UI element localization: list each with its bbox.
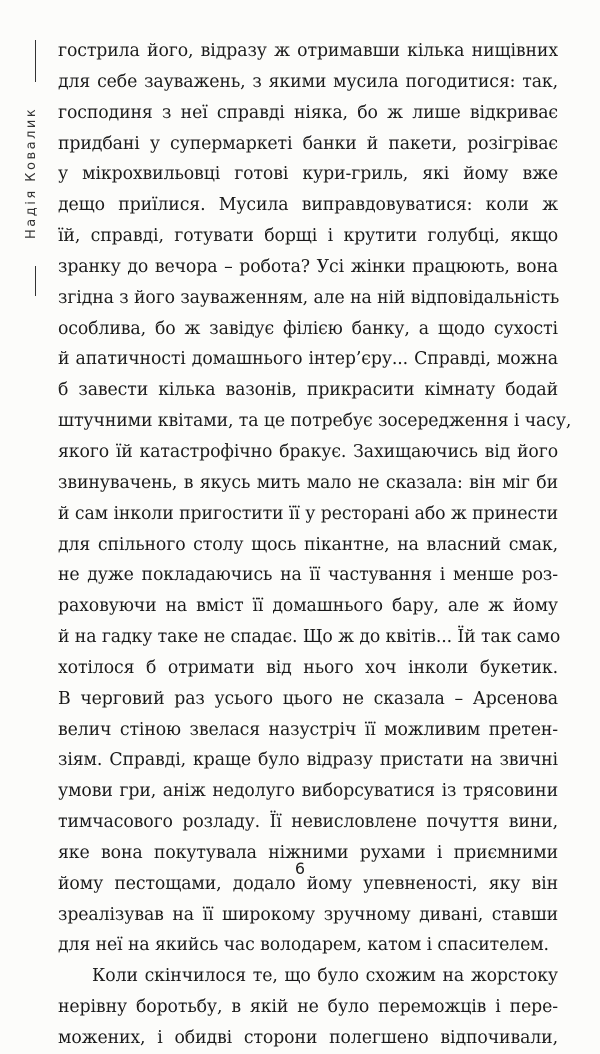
text-line: звинувачень, в якусь мить мало не сказала: він міг би bbox=[58, 472, 558, 493]
text-line: їй, справді, готувати борщі і крутити голубці, якщо bbox=[58, 226, 558, 247]
text-line: у мікрохвильовці готові кури-гриль, які йому вже bbox=[58, 164, 558, 185]
text-line: нерівну боротьбу, в якій не було переможців і пере- bbox=[58, 997, 558, 1018]
text-line: гострила його, відразу ж отримавши кілька нищівних bbox=[58, 41, 558, 61]
text-line: тимчасового розладу. Її невисловлене почуття вини, bbox=[58, 812, 558, 833]
header-rule-top bbox=[35, 40, 36, 82]
text-line: дещо приїлися. Мусила виправдовуватися: коли ж bbox=[58, 195, 558, 216]
header-rule-bottom bbox=[35, 266, 36, 296]
text-line: б завести кілька вазонів, прикрасити кімнату бодай bbox=[58, 380, 558, 401]
text-line: можених, і обидві сторони полегшено відпочивали, bbox=[58, 1028, 558, 1048]
text-line: не дуже покладаючись на її частування і менше роз- bbox=[58, 565, 558, 586]
author-name: Надія Ковалик bbox=[24, 106, 39, 240]
text-line: хотілося б отримати від нього хоч інколи букетик. bbox=[58, 657, 558, 678]
text-line: згідна з його зауваженням, але на ній відповідальність bbox=[58, 287, 560, 308]
running-header bbox=[24, 40, 46, 270]
text-line: господиня з неї справді ніяка, бо ж лише відкриває bbox=[58, 102, 558, 123]
text-line: умови гри, аніж недолуго виборсуватися із трясовини bbox=[58, 781, 558, 802]
text-line: й на гадку таке не спадає. Що ж до квітів... Їй так само bbox=[58, 627, 561, 648]
text-line: йому пестощами, додало йому упевненості, яку він bbox=[58, 873, 558, 894]
text-line: зранку до вечора – робота? Усі жінки працюють, вона bbox=[58, 256, 558, 277]
text-line: для себе зауважень, з якими мусила погодитися: так, bbox=[58, 71, 558, 92]
paragraph-1 bbox=[58, 36, 572, 961]
text-line: Коли скінчилося те, що було схожим на жорстоку bbox=[92, 966, 558, 987]
body-text bbox=[58, 36, 572, 1054]
text-line: й апатичності домашнього інтер’єру... Справді, можна bbox=[58, 349, 558, 370]
text-line: зіям. Справді, краще було відразу пристати на звичні bbox=[58, 750, 558, 771]
text-line: раховуючи на вміст її домашнього бару, але ж йому bbox=[58, 596, 558, 617]
text-line: зреалізував на її широкому зручному дивані, ставши bbox=[58, 904, 558, 925]
text-line: яке вона покутувала ніжними рухами і приємними bbox=[58, 842, 558, 863]
text-line: й сам інколи пригостити її у ресторані або ж принести bbox=[58, 503, 558, 524]
text-line: придбані у супермаркеті банки й пакети, розігріває bbox=[58, 133, 558, 154]
text-line: штучними квітами, та це потребує зосередження і часу, bbox=[58, 411, 572, 432]
text-line: для спільного столу щось пікантне, на власний смак, bbox=[58, 534, 558, 555]
text-line: для неї на якийсь час володарем, катом і спасителем. bbox=[58, 935, 549, 956]
page-number: 6 bbox=[294, 859, 306, 878]
text-line: особлива, бо ж завідує філією банку, а щодо сухості bbox=[58, 318, 558, 339]
paragraph-2 bbox=[58, 961, 558, 1054]
text-line: В черговий раз усього цього не сказала – Арсенова bbox=[58, 688, 558, 709]
text-line: велич стіною звелася назустріч її можливим претен- bbox=[58, 719, 558, 740]
text-line: якого їй катастрофічно бракує. Захищаючись від його bbox=[58, 441, 558, 462]
